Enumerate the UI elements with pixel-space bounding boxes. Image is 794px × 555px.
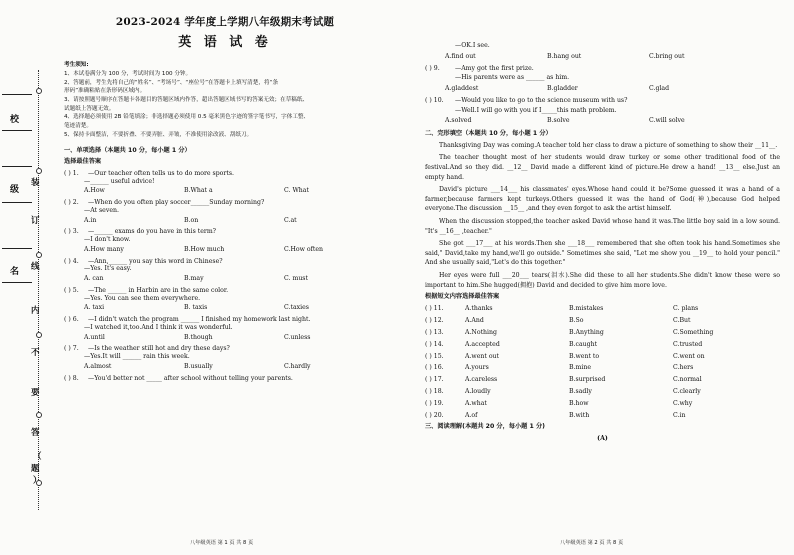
name-line xyxy=(2,130,32,131)
option[interactable]: C.clearly xyxy=(673,388,701,396)
answer-paren[interactable]: ( ) 3. xyxy=(64,228,79,236)
option[interactable]: B.How much xyxy=(184,245,225,253)
option[interactable]: C.bring out xyxy=(649,52,685,60)
section-title: 三、阅读理解(本题共 20 分，每小题 1 分) xyxy=(425,423,545,431)
question-list xyxy=(64,170,386,383)
cut-char: 装 xyxy=(31,178,40,188)
cloze-passage xyxy=(425,141,780,291)
option[interactable]: C.taxies xyxy=(284,304,309,312)
question-reply: —Yes.It will ______ rain this week. xyxy=(84,353,190,361)
option[interactable]: B.mistakes xyxy=(569,305,604,313)
option[interactable]: B.caught xyxy=(569,340,598,348)
binding-hole xyxy=(36,332,42,338)
right-page xyxy=(425,40,780,443)
passage-paragraph: When the discussion stopped,the teacher asked David whose hand it was.The little boy said in a low sound. "It's __16__ ,teacher." xyxy=(425,218,780,235)
answer-paren[interactable]: ( ) 13. xyxy=(425,328,444,336)
option[interactable]: B. taxis xyxy=(184,304,208,312)
option[interactable]: B.mine xyxy=(569,364,592,372)
option[interactable]: B.What a xyxy=(184,187,213,195)
option[interactable]: A.loudly xyxy=(465,388,491,396)
dotted-line xyxy=(38,70,39,510)
question-reply: —Yes. You can see them everywhere. xyxy=(84,294,201,302)
option[interactable]: A.almost xyxy=(84,362,112,370)
name-line xyxy=(2,94,32,95)
question-stem xyxy=(64,258,386,266)
option[interactable]: C.Something xyxy=(673,328,714,336)
note-line: 4、选择题必须使用 2B 铅笔填涂；非选择题必须使用 0.5 毫米黑色字迹的签字笔书写，字体工整、 xyxy=(64,114,310,121)
option[interactable]: A. can xyxy=(84,275,104,283)
cloze-options xyxy=(425,305,780,419)
question xyxy=(64,228,386,253)
question-stem xyxy=(64,316,386,324)
answer-paren[interactable]: ( ) 14. xyxy=(425,340,444,348)
answer-paren[interactable]: ( ) 5. xyxy=(64,286,79,294)
option[interactable]: A.And xyxy=(465,316,484,324)
binding-hole xyxy=(36,252,42,258)
question-reply: —His parents were as ______ as him. xyxy=(455,74,570,82)
answer-paren[interactable]: ( ) 2. xyxy=(64,199,79,207)
question-reply: —Well.I will go with you if I_____this math problem. xyxy=(455,106,617,114)
option-row xyxy=(64,246,386,254)
answer-paren[interactable]: ( ) 17. xyxy=(425,376,444,384)
option-row xyxy=(425,53,780,61)
option[interactable]: B.sadly xyxy=(569,388,592,396)
question-text: —Our teacher often tells us to do more sports. xyxy=(88,169,234,177)
cloze-row xyxy=(425,364,780,372)
cut-char: 订 xyxy=(31,216,40,226)
notes-heading: 考生须知: xyxy=(64,62,89,69)
note-line: 形码”准确粘贴在条形码区域内。 xyxy=(64,88,146,95)
option[interactable]: B.though xyxy=(184,333,213,341)
notes xyxy=(64,61,386,139)
answer-paren[interactable]: ( ) 8. xyxy=(64,374,79,382)
option[interactable]: A.yours xyxy=(465,364,489,372)
question-stem xyxy=(64,228,386,236)
question xyxy=(64,345,386,370)
question-text: —Would you like to go to the science museum with us? xyxy=(455,96,628,104)
option[interactable]: B.hang out xyxy=(547,52,582,60)
answer-paren[interactable]: ( ) 6. xyxy=(64,316,79,324)
cut-char: 题 xyxy=(31,464,40,474)
question xyxy=(64,199,386,224)
answer-paren[interactable]: ( ) 20. xyxy=(425,411,444,419)
question-reply: —I watched it,too.And I think it was wonderful. xyxy=(84,323,233,331)
question-reply: —OK.I see. xyxy=(455,42,490,49)
option[interactable]: B.gladder xyxy=(547,85,578,92)
part-label: (A) xyxy=(597,435,608,443)
question xyxy=(64,375,386,383)
option[interactable]: C.How often xyxy=(284,245,324,253)
question-reply: —I don't know. xyxy=(84,236,131,244)
question-text: —Amy got the first prize. xyxy=(455,64,534,72)
option[interactable]: B.So xyxy=(569,316,584,324)
option[interactable]: C.glad xyxy=(649,85,670,92)
question-text: —I didn't watch the program ______ I finished my homework last night. xyxy=(88,316,311,324)
section-title: 二、完形填空（本题共 10 分，每小题 1 分） xyxy=(425,130,552,137)
option[interactable]: B.with xyxy=(569,411,590,419)
option[interactable]: B.solve xyxy=(547,117,570,125)
question xyxy=(64,258,386,283)
question-text: —When do you often play soccer______Sunday morning? xyxy=(88,199,265,207)
question-continuation xyxy=(425,42,780,125)
option[interactable]: B.may xyxy=(184,275,204,283)
note-line: 试题纸上答题无效。 xyxy=(64,105,115,112)
passage-paragraph: David's picture ___14___ his classmates' eyes.Whose hand could it be?Some guessed it was a hand of a farmer,because farmers kept turkeys.Others guessed it was the hand of God(神),because God helped everyone.The discussion __15__ ,and they even forgot to ask the artist himself. xyxy=(425,186,780,213)
option[interactable]: A.what xyxy=(465,399,487,407)
cloze-row xyxy=(425,400,780,408)
answer-paren[interactable]: ( ) 16. xyxy=(425,364,444,372)
cloze-row xyxy=(425,353,780,361)
cut-char: 不 xyxy=(31,348,40,358)
option-row xyxy=(64,217,386,225)
question-text: —The ______ in Harbin are in the same color. xyxy=(88,286,229,294)
cloze-row xyxy=(425,329,780,337)
question-stem xyxy=(64,287,386,295)
option[interactable]: A.How many xyxy=(84,245,124,253)
option-row xyxy=(425,85,780,93)
option-row xyxy=(64,363,386,371)
option[interactable]: B.how xyxy=(569,399,589,407)
section-title: 一、单项选择（本题共 10 分，每小题 1 分） xyxy=(64,147,191,155)
question xyxy=(64,316,386,341)
answer-paren[interactable]: ( ) 12. xyxy=(425,316,444,324)
question-text: —______ exams do you have in this term? xyxy=(88,228,217,236)
note-line: 3、请按照题号顺序在答题卡各题目的答题区域内作答，超出答题区域书写的答案无效；在草稿纸、 xyxy=(64,97,309,103)
question-stem xyxy=(64,199,386,207)
cloze-row xyxy=(425,388,780,396)
cloze-row xyxy=(425,317,780,325)
note-line: 5、保持卡面整洁，不要折叠、不要弄脏、弄皱，不准使用涂改液、刮纸刀。 xyxy=(64,131,253,138)
option[interactable]: A.Nothing xyxy=(465,328,497,336)
option[interactable]: C.in xyxy=(673,411,686,419)
answer-paren[interactable]: ( ) 10. xyxy=(425,96,444,104)
cloze-row xyxy=(425,305,780,313)
option[interactable]: C.hardly xyxy=(284,362,311,370)
answer-paren[interactable]: ( ) 19. xyxy=(425,399,444,407)
passage-paragraph: Her eyes were full ___20___ tears(泪水).She did these to all her students.She didn't know these were so important to him.She hugged(拥抱) David and decided to give him more love. xyxy=(425,272,780,289)
question-stem xyxy=(425,65,780,73)
passage-paragraph: The teacher thought most of her students would draw turkey or some other traditional food of the festival.And so they did. __12__ David made a different kind of picture.He drew a hand! __13__ else.Just an empty hand. xyxy=(425,154,780,181)
answer-paren[interactable]: ( ) 15. xyxy=(425,352,444,360)
cloze-row xyxy=(425,412,780,420)
option[interactable]: A.until xyxy=(84,333,105,341)
cloze-row xyxy=(425,376,780,384)
cut-paren: ） xyxy=(33,476,42,486)
binding-hole xyxy=(36,88,42,94)
question-reply: —______ useful advice! xyxy=(84,177,155,185)
answer-paren[interactable]: ( ) 9. xyxy=(425,64,440,72)
question-stem xyxy=(64,170,386,178)
option[interactable]: C.unless xyxy=(284,333,311,341)
note-line: 2、答题前，考生先将自己的“姓名”、“考场号”、“座位号”在答题卡上填写清楚，将“条 xyxy=(64,79,279,86)
page-footer-right: 八年级英语 第 2 页 共 8 页 xyxy=(560,540,624,546)
answer-paren[interactable]: ( ) 11. xyxy=(425,305,444,313)
passage-paragraph: She got ___17___ at his words.Then she ___18___ remembered that she often took his hand.Sometimes she said," David,take my hand,we'll go outside." Sometimes she said, "Let me show you __19__ to hold your pencil." And she usually said,"Let's do this together." xyxy=(425,240,780,267)
question-stem xyxy=(425,97,780,105)
label-name: 名 xyxy=(10,267,20,277)
question-text: —You'd better not _____ after school without telling your parents. xyxy=(88,374,293,382)
option[interactable]: A.went out xyxy=(465,352,500,360)
option-row xyxy=(64,275,386,283)
name-line xyxy=(2,202,32,203)
option[interactable]: B.Anything xyxy=(569,328,604,336)
name-line xyxy=(2,248,32,249)
cloze-row xyxy=(425,341,780,349)
name-line xyxy=(2,166,32,167)
option[interactable]: A.careless xyxy=(465,376,498,384)
answer-paren[interactable]: ( ) 7. xyxy=(64,345,79,353)
option-row xyxy=(425,117,780,125)
exam-title: 2023-2024 学年度上学期八年级期末考试题 xyxy=(115,16,335,28)
option[interactable]: B.on xyxy=(184,216,199,224)
section-subtitle: 根据短文内容选择最佳答案 xyxy=(425,293,500,301)
option[interactable]: A.thanks xyxy=(465,305,493,313)
question xyxy=(64,170,386,195)
option-row xyxy=(64,334,386,342)
option[interactable]: A.solved xyxy=(445,117,472,125)
cut-char: 线 xyxy=(31,262,40,272)
option[interactable]: A.of xyxy=(465,411,478,419)
binding-hole xyxy=(36,412,42,418)
cut-char: 要 xyxy=(31,388,40,398)
cut-char: 答 xyxy=(31,428,40,438)
option[interactable]: A.find out xyxy=(445,52,476,60)
question-stem xyxy=(64,345,386,353)
question-text: —Ann,______ you say this word in Chinese? xyxy=(88,257,223,265)
note-line: 1、本试卷满分为 100 分，考试时间为 100 分钟。 xyxy=(64,71,192,78)
question-reply: —Yes. It's easy. xyxy=(84,265,132,273)
option[interactable]: C.went on xyxy=(673,352,705,360)
page-footer-left: 八年级英语 第 1 页 共 8 页 xyxy=(190,540,254,546)
option[interactable]: B.usually xyxy=(184,362,213,370)
option[interactable]: C.normal xyxy=(673,376,702,384)
option[interactable]: C. must xyxy=(284,275,308,283)
option[interactable]: C. What xyxy=(284,187,309,195)
option[interactable]: A.in xyxy=(84,216,97,224)
question-text: —Is the weather still hot and dry these days? xyxy=(88,345,230,353)
question xyxy=(64,287,386,312)
question-stem xyxy=(64,375,386,383)
option[interactable]: A.accepted xyxy=(465,340,500,348)
option[interactable]: C.hers xyxy=(673,364,694,372)
option[interactable]: C.But xyxy=(673,316,691,324)
binding-hole xyxy=(36,168,42,174)
answer-paren[interactable]: ( ) 1. xyxy=(64,169,79,177)
cut-line xyxy=(36,70,44,510)
option[interactable]: B.went to xyxy=(569,352,600,360)
option[interactable]: C.will solve xyxy=(649,117,685,125)
option[interactable]: B.surprised xyxy=(569,376,606,384)
note-line: 笔迹清楚。 xyxy=(64,122,92,129)
option-row xyxy=(64,304,386,312)
question-reply: —At seven. xyxy=(84,206,119,214)
left-page xyxy=(64,10,386,382)
answer-paren[interactable]: ( ) 18. xyxy=(425,388,444,396)
option[interactable]: A.gladdest xyxy=(445,85,479,92)
answer-paren[interactable]: ( ) 4. xyxy=(64,257,79,265)
option[interactable]: C.why xyxy=(673,399,693,407)
option[interactable]: C.trusted xyxy=(673,340,703,348)
section-subtitle: 选择最佳答案 xyxy=(64,158,102,166)
option[interactable]: A. taxi xyxy=(84,304,105,312)
cut-char: 内 xyxy=(31,306,40,316)
label-school: 校 xyxy=(10,115,20,125)
cut-paren: （ xyxy=(33,452,42,462)
name-line xyxy=(2,282,32,283)
binding-strip xyxy=(0,70,56,510)
passage-paragraph: Thanksgiving Day was coming.A teacher told her class to draw a picture of something to show their __11__. xyxy=(439,141,778,149)
option[interactable]: A.How xyxy=(84,187,105,195)
option[interactable]: C. plans xyxy=(673,305,699,313)
label-class: 级 xyxy=(10,185,20,195)
option-row xyxy=(64,187,386,195)
exam-subtitle: 英 语 试 卷 xyxy=(178,35,272,51)
option[interactable]: C.at xyxy=(284,216,297,224)
